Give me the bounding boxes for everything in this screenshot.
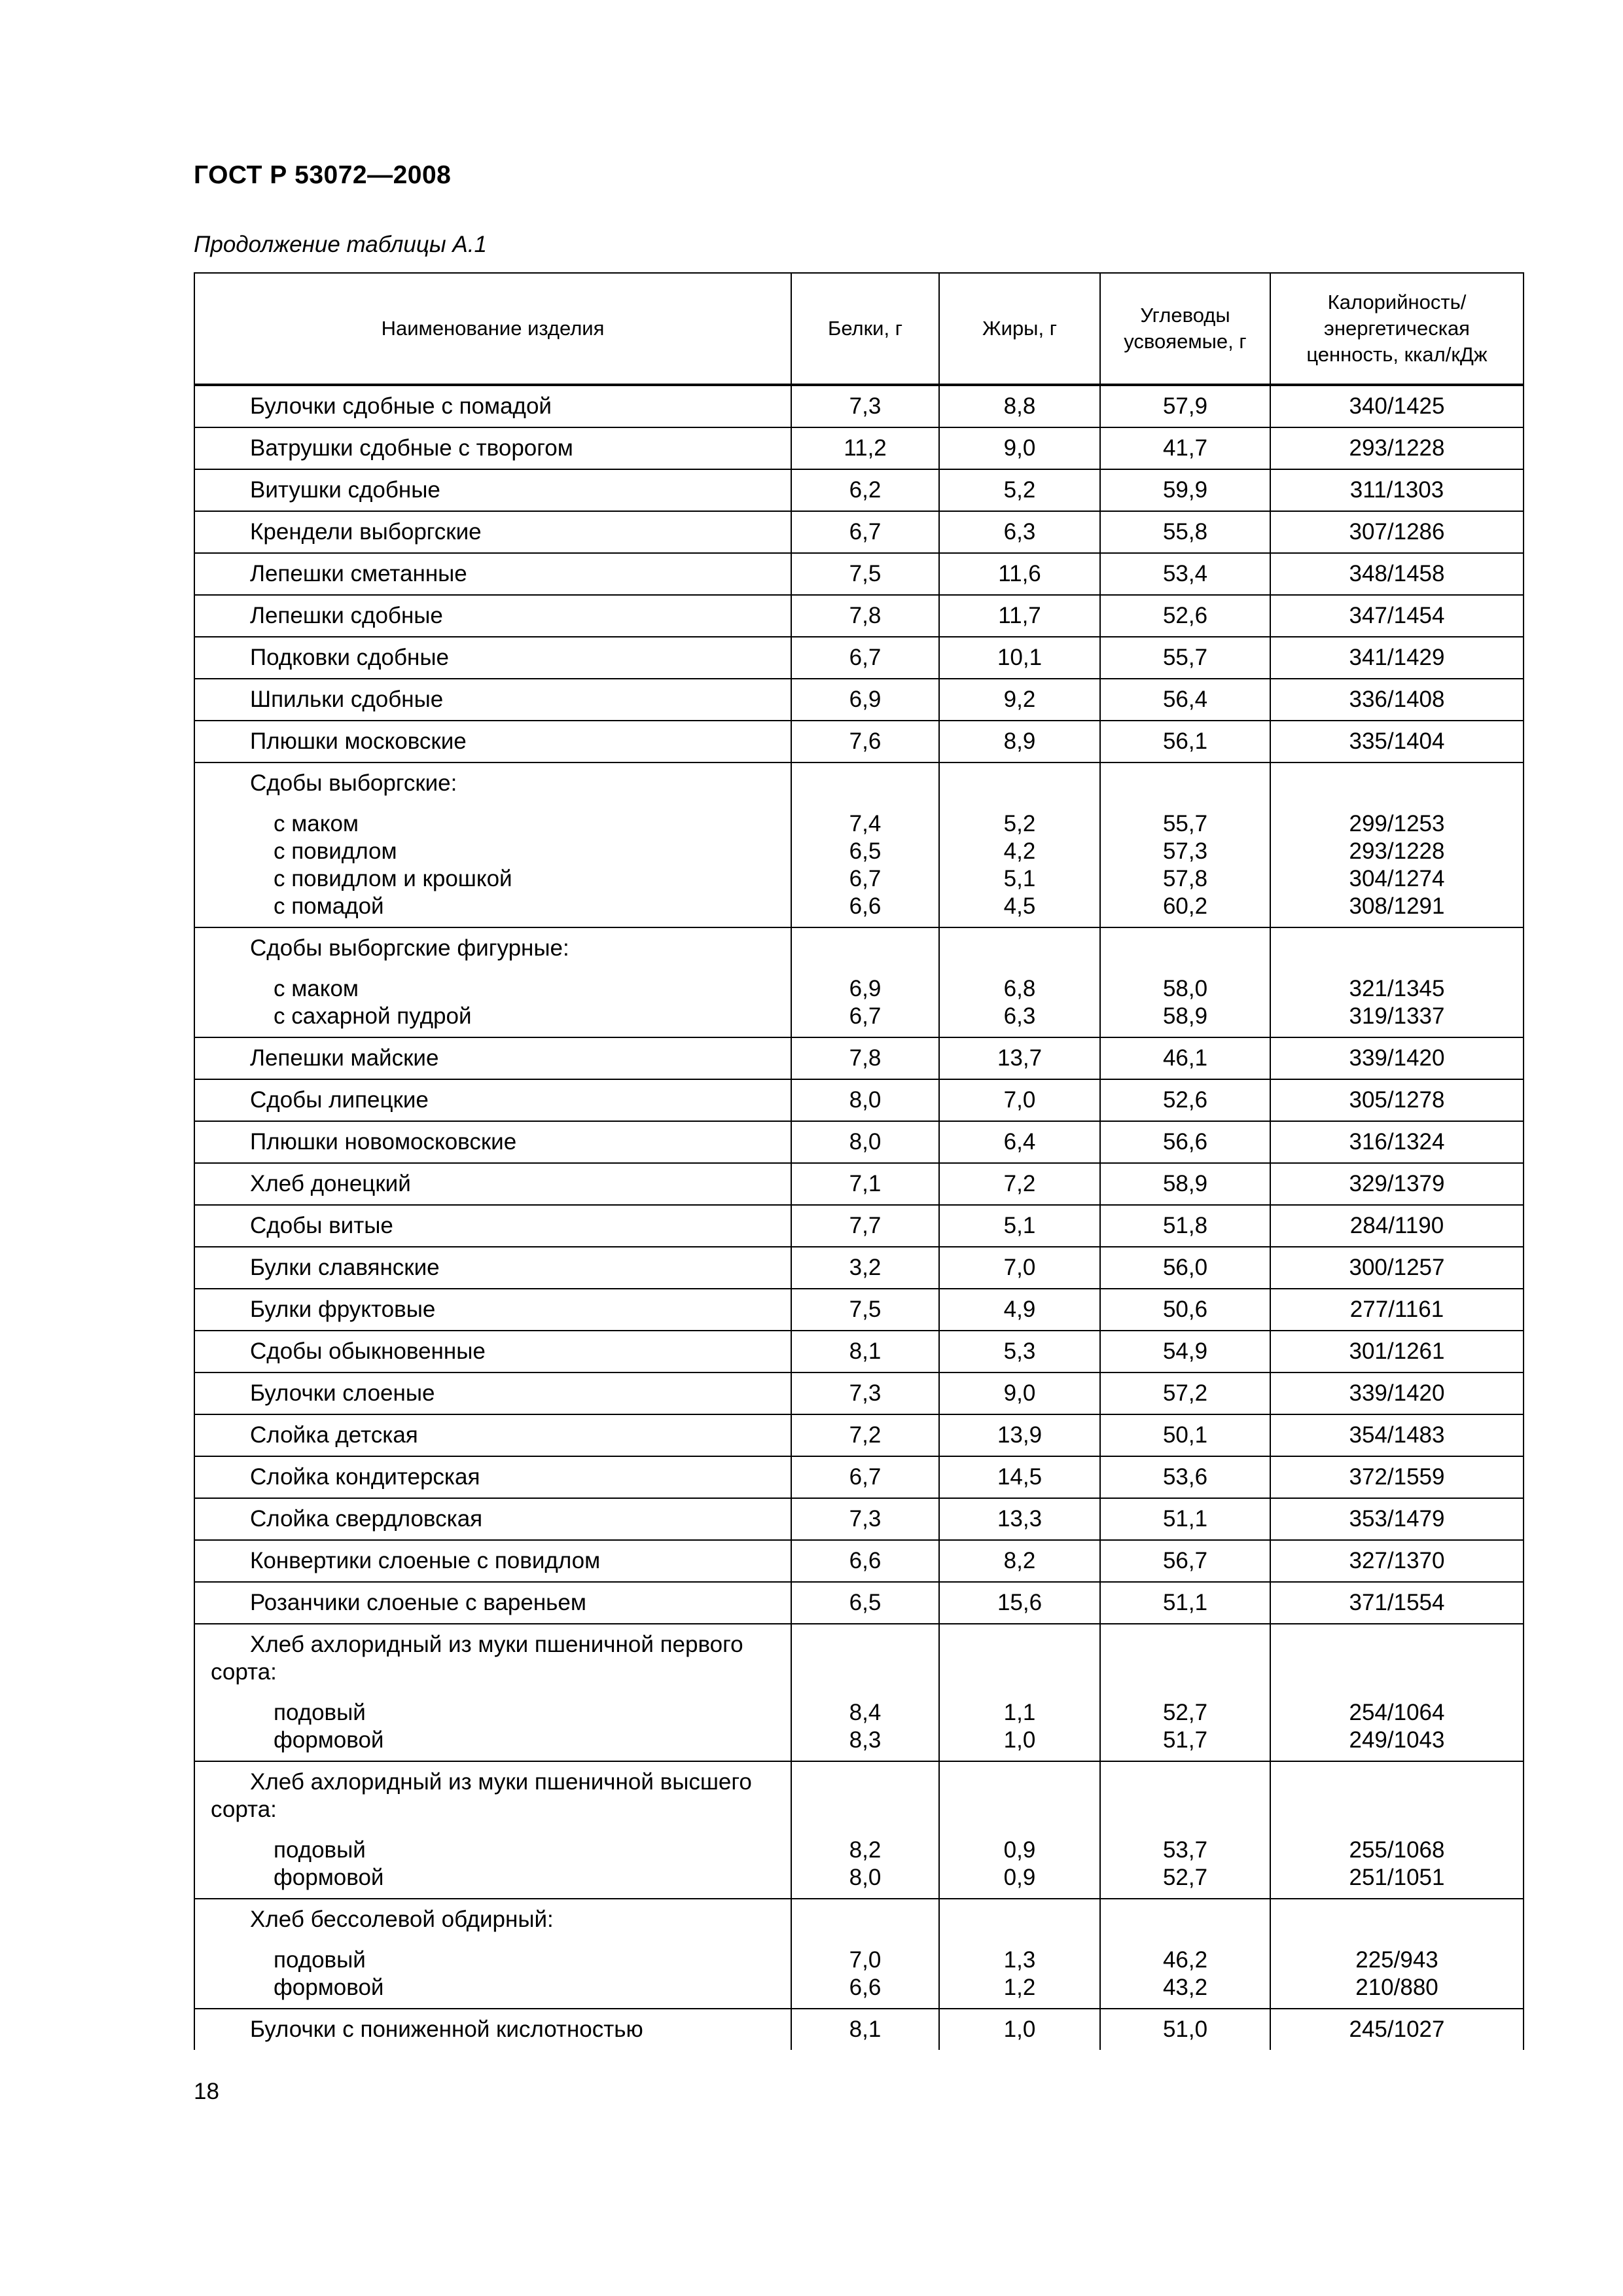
protein-value: 8,0 [791,1121,939,1163]
carbs-value: 54,9 [1100,1331,1270,1372]
calories-value: 304/1274 [1349,866,1445,891]
group-item-name: подовый [274,1700,366,1725]
fat-value: 5,2 [1003,811,1036,836]
fat-value: 11,7 [939,595,1100,637]
table-header-row [194,273,1524,385]
product-name: Булки фруктовые [194,1289,791,1331]
fat-values [939,1761,1100,1899]
table-row [194,469,1524,511]
group-title: Хлеб бессолевой обдирный: [250,1907,554,1932]
calories-value: 353/1479 [1270,1498,1524,1540]
carbs-value: 51,7 [1162,1727,1208,1753]
product-name: Подковки сдобные [194,637,791,679]
protein-value: 7,0 [849,1947,882,1973]
calories-value: 335/1404 [1270,721,1524,762]
calories-value: 347/1454 [1270,595,1524,637]
calories-value: 277/1161 [1270,1289,1524,1331]
carbs-value: 55,8 [1100,511,1270,553]
carbs-values [1100,927,1270,1037]
protein-value: 6,7 [849,866,882,891]
table-row [194,1372,1524,1414]
carbs-values [1100,1899,1270,2009]
protein-value: 7,4 [849,811,882,836]
group-title: Сдобы выборгские: [250,770,457,796]
table-row [194,1456,1524,1498]
group-item-name: подовый [274,1837,366,1863]
carbs-values [1100,762,1270,927]
protein-value: 8,0 [849,1865,882,1890]
fat-values [939,1624,1100,1761]
column-header-name: Наименование изделия [194,273,791,385]
carbs-value: 56,0 [1100,1247,1270,1289]
fat-value: 9,0 [939,427,1100,469]
protein-value: 6,9 [791,679,939,721]
fat-value: 1,0 [939,2009,1100,2050]
table-row [194,385,1524,427]
fat-value: 4,9 [939,1289,1100,1331]
calories-value: 340/1425 [1270,385,1524,427]
carbs-value: 52,7 [1162,1865,1208,1890]
product-name: Плюшки новомосковские [194,1121,791,1163]
document-header: ГОСТ Р 53072—2008 [194,161,452,189]
product-group [194,927,791,1037]
product-name: Лепешки сдобные [194,595,791,637]
carbs-values [1100,1624,1270,1761]
table-row-group [194,1761,1524,1899]
table-row [194,1540,1524,1582]
carbs-value: 50,6 [1100,1289,1270,1331]
protein-value: 7,3 [791,1372,939,1414]
carbs-value: 43,2 [1162,1975,1208,2000]
calories-value: 284/1190 [1270,1205,1524,1247]
protein-value: 6,5 [849,838,882,864]
protein-values [791,1899,939,2009]
product-name: Слойка кондитерская [194,1456,791,1498]
protein-value: 7,8 [791,595,939,637]
fat-value: 8,8 [939,385,1100,427]
group-items [250,810,784,920]
fat-value: 15,6 [939,1582,1100,1624]
table-row-group [194,1624,1524,1761]
table-row [194,637,1524,679]
column-header-carbs-line1: Углеводы [1140,304,1230,327]
carbs-value: 53,7 [1162,1837,1208,1863]
protein-value: 8,1 [791,1331,939,1372]
product-name: Лепешки сметанные [194,553,791,595]
carbs-value: 51,1 [1100,1498,1270,1540]
protein-value: 6,6 [849,893,882,919]
group-item-name: с маком [274,811,359,836]
protein-value: 3,2 [791,1247,939,1289]
table-row [194,1498,1524,1540]
fat-value: 11,6 [939,553,1100,595]
carbs-value: 58,9 [1100,1163,1270,1205]
fat-value: 5,2 [939,469,1100,511]
fat-value: 6,3 [1003,1003,1036,1029]
product-group [194,762,791,927]
carbs-value: 57,9 [1100,385,1270,427]
product-name: Конвертики слоеные с повидлом [194,1540,791,1582]
product-name: Шпильки сдобные [194,679,791,721]
carbs-value: 57,2 [1100,1372,1270,1414]
calories-value: 336/1408 [1270,679,1524,721]
calories-value: 225/943 [1355,1947,1438,1973]
protein-value: 6,6 [791,1540,939,1582]
fat-value: 8,2 [939,1540,1100,1582]
table-row [194,2009,1524,2050]
group-item-name: с помадой [274,893,384,919]
fat-value: 1,3 [1003,1947,1036,1973]
product-group [194,1761,791,1899]
product-name: Слойка свердловская [194,1498,791,1540]
fat-value: 5,1 [939,1205,1100,1247]
table-row [194,1163,1524,1205]
fat-value: 7,2 [939,1163,1100,1205]
fat-value: 13,7 [939,1037,1100,1079]
table-row [194,1079,1524,1121]
table-row [194,595,1524,637]
nutrition-table [194,272,1524,2050]
protein-value: 7,5 [791,553,939,595]
carbs-value: 51,0 [1100,2009,1270,2050]
product-name: Витушки сдобные [194,469,791,511]
calories-value: 249/1043 [1349,1727,1445,1753]
product-name: Сдобы витые [194,1205,791,1247]
protein-value: 11,2 [791,427,939,469]
fat-value: 10,1 [939,637,1100,679]
carbs-value: 53,4 [1100,553,1270,595]
carbs-value: 51,8 [1100,1205,1270,1247]
protein-value: 7,2 [791,1414,939,1456]
carbs-value: 58,9 [1162,1003,1208,1029]
table-row [194,1121,1524,1163]
table-row [194,511,1524,553]
carbs-value: 50,1 [1100,1414,1270,1456]
table-row-group [194,762,1524,927]
carbs-value: 60,2 [1162,893,1208,919]
table-row [194,1205,1524,1247]
fat-value: 5,1 [1003,866,1036,891]
column-header-calories-line3: ценность, ккал/кДж [1306,343,1488,366]
protein-value: 8,3 [849,1727,882,1753]
protein-value: 7,6 [791,721,939,762]
carbs-value: 56,4 [1100,679,1270,721]
calories-value: 354/1483 [1270,1414,1524,1456]
calories-value: 300/1257 [1270,1247,1524,1289]
protein-values [791,1761,939,1899]
fat-value: 0,9 [1003,1837,1036,1863]
calories-value: 251/1051 [1349,1865,1445,1890]
protein-values [791,1624,939,1761]
group-items [250,1837,784,1892]
protein-value: 8,4 [849,1700,882,1725]
group-item-name: подовый [274,1947,366,1973]
protein-value: 7,1 [791,1163,939,1205]
calories-value: 327/1370 [1270,1540,1524,1582]
carbs-value: 55,7 [1162,811,1208,836]
product-name: Хлеб донецкий [194,1163,791,1205]
carbs-value: 59,9 [1100,469,1270,511]
calories-value: 293/1228 [1349,838,1445,864]
fat-value: 5,3 [939,1331,1100,1372]
group-title: Хлеб ахлоридный из муки пшеничной высшего [250,1769,752,1795]
product-name: Крендели выборгские [194,511,791,553]
fat-value: 14,5 [939,1456,1100,1498]
fat-value: 8,9 [939,721,1100,762]
group-title-continuation: сорта: [211,1659,277,1685]
protein-value: 6,7 [791,1456,939,1498]
table-row [194,721,1524,762]
column-header-calories [1270,273,1524,385]
carbs-value: 46,2 [1162,1947,1208,1973]
product-name: Сдобы обыкновенные [194,1331,791,1372]
calories-value: 301/1261 [1270,1331,1524,1372]
calories-value: 293/1228 [1270,427,1524,469]
product-group [194,1899,791,2009]
calories-value: 372/1559 [1270,1456,1524,1498]
group-item-name: формовой [274,1865,384,1890]
fat-value: 9,0 [939,1372,1100,1414]
carbs-value: 55,7 [1100,637,1270,679]
calories-values [1270,1761,1524,1899]
protein-value: 6,7 [791,637,939,679]
protein-value: 7,3 [791,385,939,427]
table-row [194,1582,1524,1624]
group-item-name: с повидлом [274,838,397,864]
calories-values [1270,1624,1524,1761]
fat-value: 6,4 [939,1121,1100,1163]
calories-values [1270,927,1524,1037]
protein-value: 6,7 [849,1003,882,1029]
group-item-name: с повидлом и крошкой [274,866,512,891]
fat-value: 6,8 [1003,976,1036,1001]
fat-values [939,1899,1100,2009]
calories-value: 339/1420 [1270,1372,1524,1414]
protein-value: 7,8 [791,1037,939,1079]
fat-values [939,927,1100,1037]
carbs-value: 51,1 [1100,1582,1270,1624]
product-group [194,1624,791,1761]
group-item-name: с маком [274,976,359,1001]
group-item-name: формовой [274,1727,384,1753]
calories-value: 305/1278 [1270,1079,1524,1121]
protein-values [791,927,939,1037]
protein-value: 6,9 [849,976,882,1001]
product-name: Розанчики слоеные с вареньем [194,1582,791,1624]
fat-value: 6,3 [939,511,1100,553]
calories-value: 255/1068 [1349,1837,1445,1863]
fat-value: 7,0 [939,1079,1100,1121]
carbs-value: 52,6 [1100,595,1270,637]
carbs-value: 41,7 [1100,427,1270,469]
calories-value: 316/1324 [1270,1121,1524,1163]
table-row [194,1331,1524,1372]
column-header-carbs-line2: усвояемые, г [1124,330,1247,353]
carbs-value: 58,0 [1162,976,1208,1001]
group-items [250,975,784,1030]
product-name: Булочки с пониженной кислотностью [194,2009,791,2050]
table-row-group [194,927,1524,1037]
product-name: Слойка детская [194,1414,791,1456]
calories-value: 341/1429 [1270,637,1524,679]
calories-value: 319/1337 [1349,1003,1445,1029]
protein-value: 6,6 [849,1975,882,2000]
protein-value: 6,5 [791,1582,939,1624]
calories-value: 311/1303 [1270,469,1524,511]
protein-value: 7,7 [791,1205,939,1247]
fat-value: 13,9 [939,1414,1100,1456]
table-row [194,427,1524,469]
carbs-value: 52,6 [1100,1079,1270,1121]
product-name: Булочки слоеные [194,1372,791,1414]
fat-values [939,762,1100,927]
group-title-continuation: сорта: [211,1797,277,1822]
calories-value: 329/1379 [1270,1163,1524,1205]
carbs-value: 56,1 [1100,721,1270,762]
product-name: Сдобы липецкие [194,1079,791,1121]
carbs-value: 52,7 [1162,1700,1208,1725]
table-row [194,1289,1524,1331]
column-header-carbs [1100,273,1270,385]
table-row [194,679,1524,721]
column-header-calories-line2: энергетическая [1324,317,1470,340]
fat-value: 4,5 [1003,893,1036,919]
protein-value: 7,5 [791,1289,939,1331]
protein-value: 6,7 [791,511,939,553]
carbs-value: 57,8 [1162,866,1208,891]
fat-value: 1,2 [1003,1975,1036,2000]
calories-value: 245/1027 [1270,2009,1524,2050]
table-row [194,553,1524,595]
calories-value: 210/880 [1355,1975,1438,2000]
fat-value: 1,1 [1003,1700,1036,1725]
calories-value: 348/1458 [1270,553,1524,595]
column-header-fat: Жиры, г [939,273,1100,385]
protein-value: 6,2 [791,469,939,511]
group-title: Сдобы выборгские фигурные: [250,935,569,961]
page-number: 18 [194,2079,219,2104]
carbs-value: 56,6 [1100,1121,1270,1163]
protein-value: 8,0 [791,1079,939,1121]
group-title: Хлеб ахлоридный из муки пшеничной первого [250,1632,743,1657]
fat-value: 0,9 [1003,1865,1036,1890]
protein-values [791,762,939,927]
calories-value: 299/1253 [1349,811,1445,836]
group-items [250,1699,784,1754]
fat-value: 4,2 [1003,838,1036,864]
product-name: Ватрушки сдобные с творогом [194,427,791,469]
calories-value: 308/1291 [1349,893,1445,919]
protein-value: 8,1 [791,2009,939,2050]
carbs-values [1100,1761,1270,1899]
table-row [194,1414,1524,1456]
calories-value: 321/1345 [1349,976,1445,1001]
table-row [194,1247,1524,1289]
fat-value: 1,0 [1003,1727,1036,1753]
carbs-value: 57,3 [1162,838,1208,864]
carbs-value: 56,7 [1100,1540,1270,1582]
group-item-name: с сахарной пудрой [274,1003,472,1029]
calories-value: 307/1286 [1270,511,1524,553]
product-name: Плюшки московские [194,721,791,762]
table-caption: Продолжение таблицы А.1 [194,232,487,257]
protein-value: 8,2 [849,1837,882,1863]
carbs-value: 46,1 [1100,1037,1270,1079]
fat-value: 13,3 [939,1498,1100,1540]
product-name: Булочки сдобные с помадой [194,385,791,427]
product-name: Булки славянские [194,1247,791,1289]
calories-values [1270,762,1524,927]
fat-value: 7,0 [939,1247,1100,1289]
calories-value: 339/1420 [1270,1037,1524,1079]
calories-value: 371/1554 [1270,1582,1524,1624]
carbs-value: 53,6 [1100,1456,1270,1498]
calories-value: 254/1064 [1349,1700,1445,1725]
table-row [194,1037,1524,1079]
group-item-name: формовой [274,1975,384,2000]
table-row-group [194,1899,1524,2009]
product-name: Лепешки майские [194,1037,791,1079]
column-header-calories-line1: Калорийность/ [1327,291,1467,314]
fat-value: 9,2 [939,679,1100,721]
protein-value: 7,3 [791,1498,939,1540]
calories-values [1270,1899,1524,2009]
group-items [250,1946,784,2001]
column-header-protein: Белки, г [791,273,939,385]
